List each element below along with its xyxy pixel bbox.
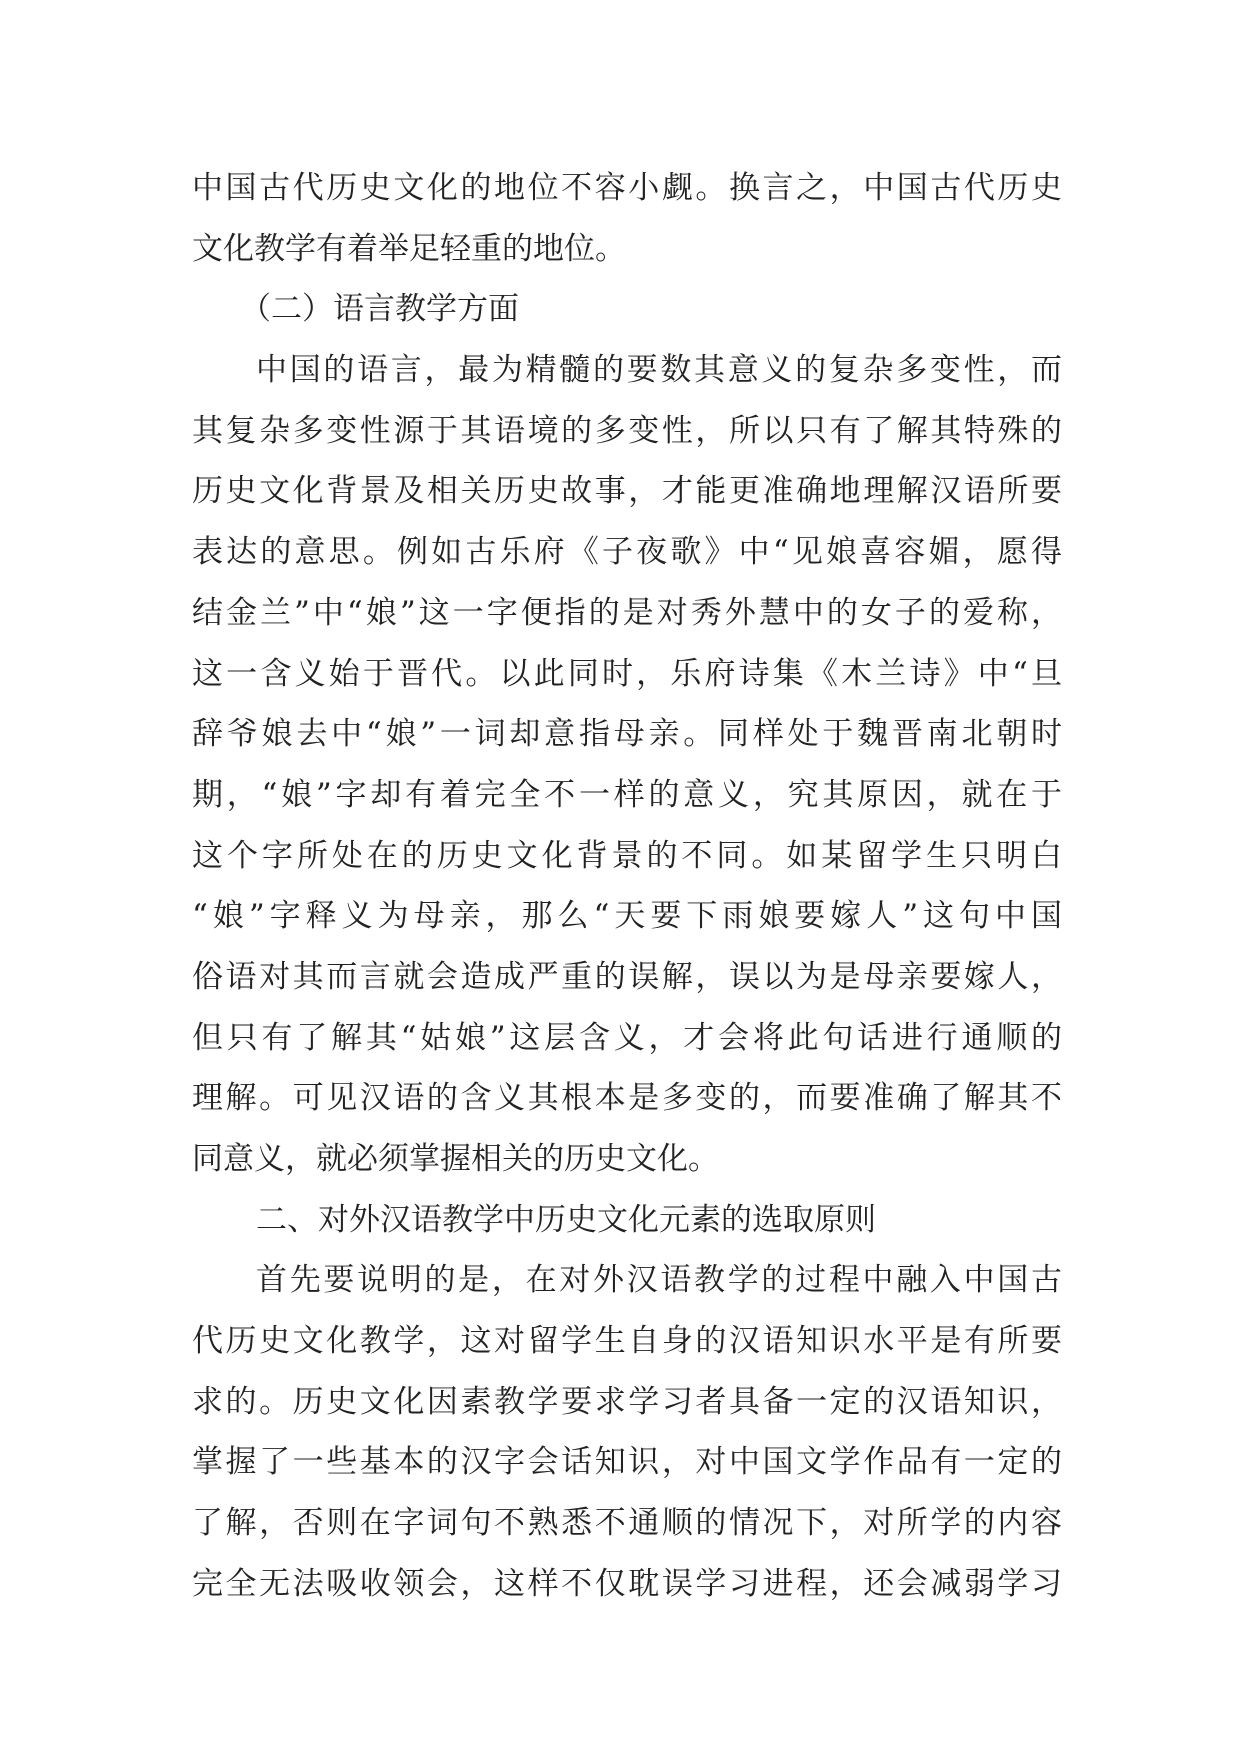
section-heading: （二）语言教学方面 [240, 291, 519, 328]
text-line: 期，“娘”字却有着完全不一样的意义，究其原因，就在于 [192, 776, 1062, 813]
body-text [192, 158, 1062, 1615]
text-line: 同意义，就必须掌握相关的历史文化。 [192, 1141, 719, 1177]
text-line: “娘”字释义为母亲，那么“天要下雨娘要嫁人”这句中国 [192, 898, 1062, 935]
text-line: 掌握了一些基本的汉字会话知识，对中国文学作品有一定的 [192, 1444, 1062, 1481]
text-line: 首先要说明的是，在对外汉语教学的过程中融入中国古 [256, 1262, 1062, 1299]
text-line: 理解。可见汉语的含义其根本是多变的，而要准确了解其不 [192, 1080, 1062, 1117]
text-line: 这个字所处在的历史文化背景的不同。如某留学生只明白 [192, 837, 1062, 874]
text-line: 中国的语言，最为精髓的要数其意义的复杂多变性，而 [256, 352, 1062, 389]
text-line: 历史文化背景及相关历史故事，才能更准确地理解汉语所要 [192, 473, 1062, 510]
text-line: 辞爷娘去中“娘”一词却意指母亲。同样处于魏晋南北朝时 [192, 716, 1062, 753]
text-line: 求的。历史文化因素教学要求学习者具备一定的汉语知识， [192, 1383, 1062, 1420]
text-line: 文化教学有着举足轻重的地位。 [192, 230, 626, 267]
text-line: 中国古代历史文化的地位不容小觑。换言之，中国古代历史 [192, 170, 1062, 206]
text-line: 完全无法吸收领会，这样不仅耽误学习进程，还会减弱学习 [192, 1565, 1062, 1602]
text-line: 表达的意思。例如古乐府《子夜歌》中“见娘喜容媚，愿得 [192, 534, 1062, 571]
text-line: 结金兰”中“娘”这一字便指的是对秀外慧中的女子的爱称， [192, 594, 1062, 631]
text-line: 但只有了解其“姑娘”这层含义，才会将此句话进行通顺的 [192, 1019, 1062, 1056]
text-line: 这一含义始于晋代。以此同时，乐府诗集《木兰诗》中“旦 [192, 655, 1062, 692]
text-line: 其复杂多变性源于其语境的多变性，所以只有了解其特殊的 [192, 412, 1062, 449]
text-line: 了解，否则在字词句不熟悉不通顺的情况下，对所学的内容 [192, 1505, 1062, 1542]
text-line: 俗语对其而言就会造成严重的误解，误以为是母亲要嫁人， [192, 958, 1062, 995]
section-heading: 二、对外汉语教学中历史文化元素的选取原则 [256, 1201, 876, 1238]
text-line: 代历史文化教学，这对留学生自身的汉语知识水平是有所要 [192, 1323, 1062, 1360]
